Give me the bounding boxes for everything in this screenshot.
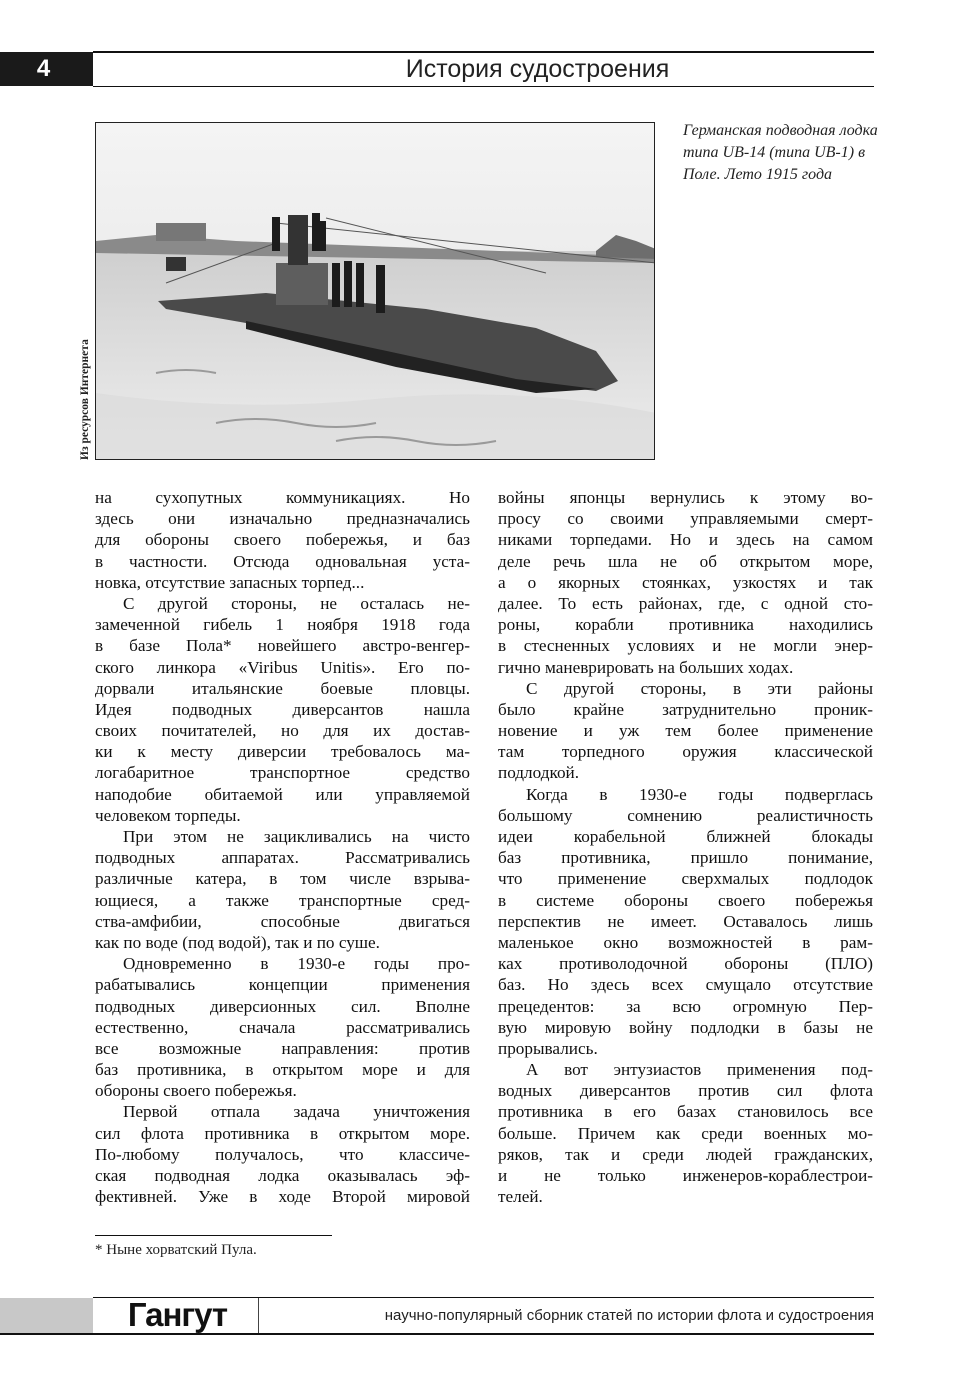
text-line: там торпедного оружия классической bbox=[498, 742, 873, 762]
text-line: просу со своими управляемыми смерт- bbox=[498, 509, 873, 529]
text-line: перспектив не имеет. Оставалось лишь bbox=[498, 911, 873, 931]
text-line: в стесненных условиях и не могли энер- bbox=[498, 636, 873, 656]
text-line: замеченной гибель 1 ноября 1918 года bbox=[95, 615, 470, 635]
photo-credit: Из ресурсов Интернета bbox=[79, 339, 91, 460]
text-line: водных диверсантов против сил флота bbox=[498, 1081, 873, 1101]
text-line: идеи корабельной ближней блокады bbox=[498, 827, 873, 846]
text-line: С другой стороны, не осталась не- bbox=[123, 593, 470, 613]
text-line: ках противолодочной обороны (ПЛО) bbox=[498, 954, 873, 974]
text-line: новка, отсутствие запасных торпед... bbox=[95, 572, 365, 592]
text-line: Одновременно в 1930-е годы про- bbox=[123, 954, 470, 974]
text-line: далее. То есть районах, где, с одной сто- bbox=[498, 593, 873, 613]
header-rule-bottom bbox=[93, 86, 874, 87]
text-line: большому сомнению реалистичность bbox=[498, 805, 873, 825]
text-column-left bbox=[95, 487, 470, 1207]
text-line: что применение сверхмалых подлодок bbox=[498, 869, 873, 889]
footer-tagline: научно-популярный сборник статей по истории флота и судостроения bbox=[384, 1307, 874, 1324]
text-line: С другой стороны, в эти районы bbox=[526, 678, 873, 698]
gangut-logo: Гангут bbox=[127, 1296, 228, 1333]
text-line: сил флота противника в открытом море. bbox=[95, 1123, 470, 1143]
paragraph bbox=[498, 678, 873, 784]
text-line: наподобие обитаемой или управляемой bbox=[95, 784, 470, 804]
text-line: ки к месту диверсии требовалось ма- bbox=[95, 742, 470, 762]
text-line: По-любому получалось, что классиче- bbox=[95, 1144, 470, 1164]
text-line: роны, корабли противника находились bbox=[498, 615, 873, 635]
footer-gray-block bbox=[0, 1298, 93, 1334]
text-line: подводных аппаратах. Рассматривались bbox=[95, 848, 470, 868]
text-line: в базе Пола* новейшего австро-венгер- bbox=[95, 636, 470, 656]
text-line: для обороны своего побережья, и баз bbox=[95, 530, 470, 550]
text-line: естественно, сначала рассматривались bbox=[95, 1017, 470, 1037]
text-line: войны японцы вернулись к этому во- bbox=[498, 488, 873, 507]
text-line: ющиеся, а также транспортные сред- bbox=[95, 890, 470, 910]
paragraph bbox=[498, 487, 873, 678]
text-line: противника в его базах становилось все bbox=[498, 1102, 873, 1122]
text-line: телей. bbox=[498, 1187, 543, 1207]
text-line: было крайне затруднительно проник- bbox=[498, 699, 873, 719]
page-number: 4 bbox=[0, 52, 93, 86]
text-line: ства-амфибии, способные двигаться bbox=[95, 911, 470, 931]
text-line: ряков, так и среди людей гражданских, bbox=[498, 1144, 873, 1164]
text-line: подводных диверсионных сил. Вполне bbox=[95, 996, 470, 1016]
footnote-rule bbox=[95, 1235, 332, 1236]
footnote: * Ныне хорватский Пула. bbox=[95, 1242, 257, 1258]
text-line: обороны своего побережья. bbox=[95, 1081, 297, 1101]
text-line: рабатывались концепции применения bbox=[95, 975, 470, 995]
text-line: баз. Но здесь всех смущало отсутствие bbox=[498, 975, 873, 995]
footer-rule-bottom bbox=[0, 1333, 874, 1335]
text-line: ская подводная лодка оказывалась эф- bbox=[95, 1166, 470, 1185]
footer-separator bbox=[258, 1298, 259, 1333]
text-line: Идея подводных диверсантов нашла bbox=[95, 699, 470, 719]
text-line: вую мировую войну подлодки в базы не bbox=[498, 1017, 873, 1037]
text-line: подлодкой. bbox=[498, 763, 580, 783]
text-line: баз противника, пришло понимание, bbox=[498, 848, 873, 868]
paragraph bbox=[95, 953, 470, 1101]
text-line: как по воде (под водой), так и по суше. bbox=[95, 932, 380, 952]
text-line: а о якорных стоянках, узкостях и так bbox=[498, 572, 873, 592]
paragraph bbox=[95, 826, 470, 953]
text-line: деле речь шла не об открытом море, bbox=[498, 551, 873, 571]
text-line: человеком торпеды. bbox=[95, 805, 241, 825]
paragraph bbox=[498, 1059, 873, 1207]
text-line: на сухопутных коммуникациях. Но bbox=[95, 488, 470, 507]
text-line: в системе обороны своего побережья bbox=[498, 890, 873, 910]
section-title: История судостроения bbox=[405, 55, 670, 83]
text-line: больше. Причем как среди военных мо- bbox=[498, 1123, 873, 1143]
paragraph bbox=[95, 487, 470, 593]
text-line: все возможные направления: против bbox=[95, 1038, 470, 1058]
text-line: А вот энтузиастов применения под- bbox=[526, 1060, 873, 1080]
text-line: прорывались. bbox=[498, 1038, 598, 1058]
text-line: При этом не зацикливались на чисто bbox=[123, 827, 470, 846]
submarine-photo bbox=[95, 122, 655, 460]
text-line: прецедентов: за всю огромную Пер- bbox=[498, 996, 873, 1016]
text-line: дорвали итальянские боевые пловцы. bbox=[95, 678, 470, 698]
text-line: и не только инженеров-кораблестрои- bbox=[498, 1166, 873, 1185]
paragraph bbox=[498, 784, 873, 1059]
text-line: гично маневрировать на больших ходах. bbox=[498, 657, 794, 677]
text-line: новение и уж тем более применение bbox=[498, 721, 873, 741]
text-column-right bbox=[498, 487, 873, 1207]
text-line: логабаритное транспортное средство bbox=[95, 763, 470, 783]
text-line: никами торпедами. Но и здесь на самом bbox=[498, 530, 873, 550]
text-line: баз противника, в открытом море и для bbox=[95, 1060, 470, 1080]
photo-caption: Германская подводная лодка типа UB-14 (типа UB-1) в Поле. Лето 1915 года bbox=[683, 122, 878, 183]
paragraph bbox=[95, 1101, 470, 1207]
text-line: своих почитателей, но для их достав- bbox=[95, 721, 470, 741]
text-line: здесь они изначально предназначались bbox=[95, 509, 470, 529]
text-line: маленькое окно возможностей в рам- bbox=[498, 932, 873, 952]
text-line: фективней. Уже в ходе Второй мировой bbox=[95, 1187, 470, 1207]
text-line: ского линкора «Viribus Unitis». Его по- bbox=[95, 657, 470, 677]
text-line: различные катера, в том числе взрыва- bbox=[95, 869, 470, 889]
paragraph bbox=[95, 593, 470, 826]
text-line: Когда в 1930-е годы подверглась bbox=[526, 784, 873, 804]
text-line: Первой отпала задача уничтожения bbox=[123, 1102, 470, 1122]
text-line: в частности. Отсюда одновальная уста- bbox=[95, 551, 470, 571]
